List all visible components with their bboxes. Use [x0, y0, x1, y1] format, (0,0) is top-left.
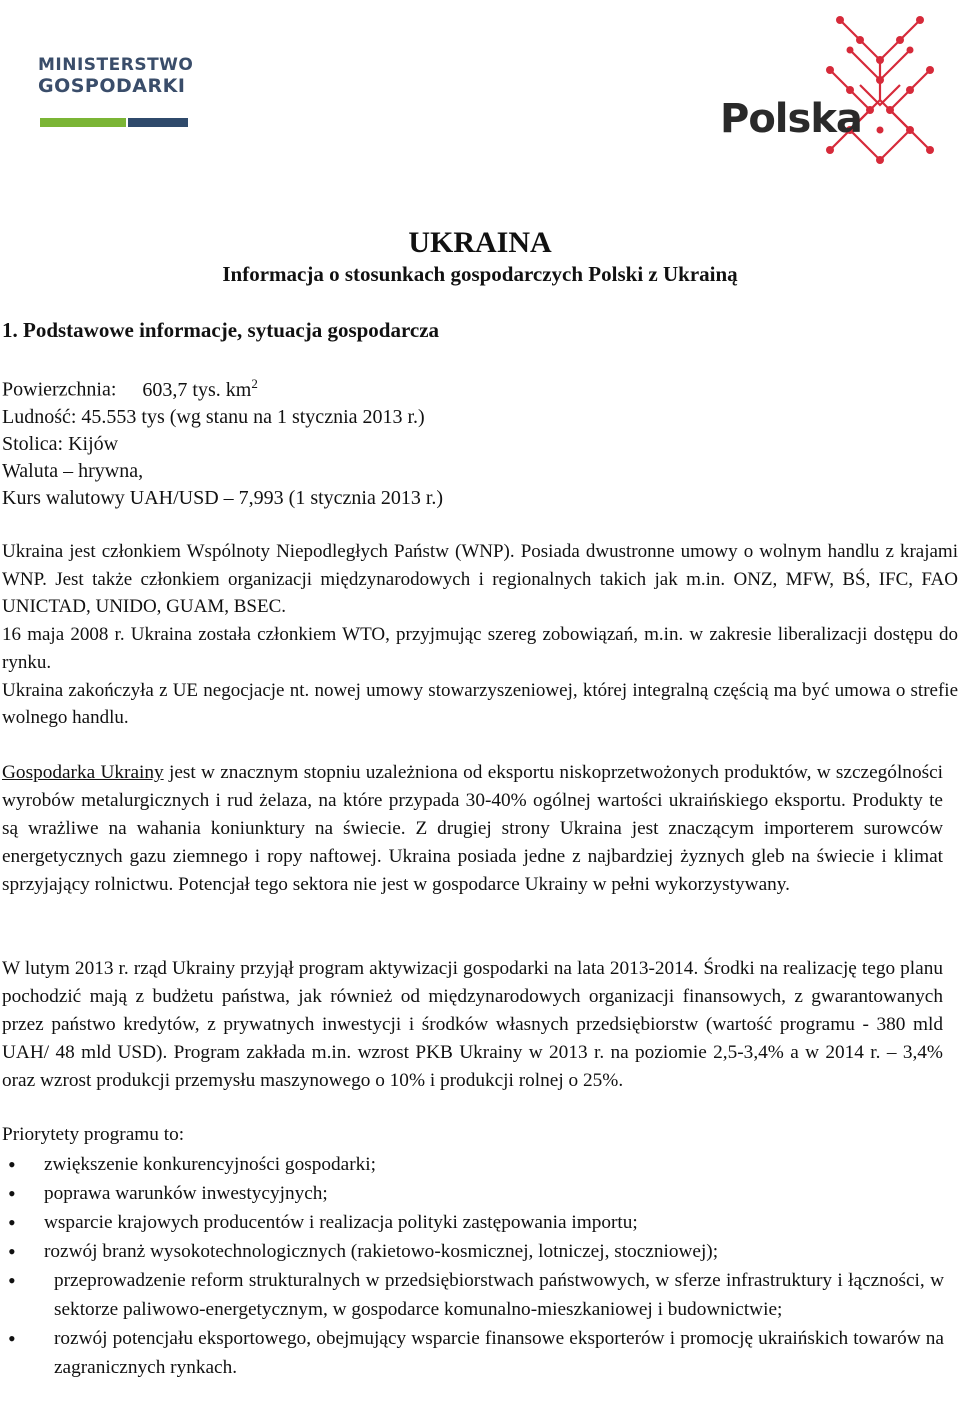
paragraph-economy: [2, 759, 943, 899]
fact-currency: Waluta – hrywna,: [2, 459, 144, 482]
fact-rate: Kurs walutowy UAH/USD – 7,993 (1 stycznia 2013 r.): [2, 486, 444, 509]
document-subtitle: Informacja o stosunkach gospodarczych Polski z Ukrainą: [222, 262, 738, 286]
paragraph-line: Ukraina jest członkiem Wspólnoty Niepodległych Państw (WNP). Posiada dwustronne umowy o wolnym handlu z krajami WNP. Jest także członkiem organizacji międzynarodowych i regionalnych takich jak m.in. ONZ, MFW, BŚ, IFC, FAO UNICTAD, UNIDO, GUAM, BSEC.: [2, 541, 958, 618]
polska-logo: [720, 10, 952, 180]
list-item: • poprawa warunków inwestycyjnych;: [0, 1179, 944, 1208]
list-item: • przeprowadzenie reform strukturalnych w przedsiębiorstwach państwowych, w sferze infrastruktury i łączności, w sektorze paliwowo-energetycznym, w gospodarce komunalno-mieszkaniowej i budownictwie;: [0, 1266, 944, 1324]
paragraph-line: Ukraina zakończyła z UE negocjacje nt. nowej umowy stowarzyszeniowej, której integralną częścią ma być umowa o strefie wolnego handlu.: [2, 679, 958, 729]
ministry-logo-bar: [40, 118, 190, 127]
ministry-logo-line2: GOSPODARKI: [38, 75, 186, 97]
polska-star-icon: [820, 10, 950, 170]
priorities-list: [0, 1150, 944, 1382]
paragraph-program: W lutym 2013 r. rząd Ukrainy przyjął program aktywizacji gospodarki na lata 2013-2014. Środki na realizację tego planu pochodzić mają z budżetu państwa, jak również od międzynarodowych organizacji finansowych, z gwarantowanych przez państwo kredytów, z prywatnych inwestycji i środków własnych przedsiębiorstw (wartość programu - 380 mld UAH/ 48 mld USD). Program zakłada m.in. wzrost PKB Ukrainy w 2013 r. na poziomie 2,5-3,4% a w 2014 r. – 3,4% oraz wzrost produkcji przemysłu maszynowego o 10% i produkcji rolnej o 25%.: [2, 958, 943, 1091]
section-heading: 1. Podstawowe informacje, sytuacja gospodarcza: [2, 318, 440, 342]
paragraph-membership: [2, 538, 958, 732]
paragraph-economy-heading: Gospodarka Ukrainy: [2, 762, 164, 783]
ministry-logo: [38, 56, 198, 136]
fact-area-sup: 2: [251, 376, 258, 391]
document-title: UKRAINA: [408, 226, 552, 259]
fact-area: [2, 370, 942, 404]
paragraph-economy-body: jest w znacznym stopniu uzależniona od eksportu niskoprzetwożonych produktów, w szczególności wyrobów metalurgicznych i rud żelaza, na które przypada 30-40% ogólnej wartości ukraińskiego eksportu. Produkty te są wrażliwe na wahania koniunktury na świecie. Z drugiej strony Ukraina jest znaczącym importerem surowców energetycznych gazu ziemnego i ropy naftowej. Ukraina posiada jedne z najbardziej żyznych gleb na świecie i klimat sprzyjający rolnictwu. Potencjał tego sektora nie jest w gospodarce Ukrainy w pełni wykorzystywany.: [2, 762, 944, 895]
fact-population: Ludność: 45.553 tys (wg stanu na 1 stycznia 2013 r.): [2, 405, 425, 428]
fact-area-label: Powierzchnia:: [2, 378, 117, 401]
facts-list: [2, 370, 942, 512]
ministry-logo-line1: MINISTERSTWO: [38, 55, 194, 75]
list-item: • rozwój branż wysokotechnologicznych (rakietowo-kosmicznej, lotniczej, stoczniowej);: [0, 1237, 944, 1266]
list-item: • wsparcie krajowych producentów i realizacja polityki zastępowania importu;: [0, 1208, 944, 1237]
paragraph-line: 16 maja 2008 r. Ukraina została członkiem WTO, przyjmując szereg zobowiązań, m.in. w zakresie liberalizacji dostępu do rynku.: [2, 624, 958, 673]
fact-area-value: 603,7 tys. km: [142, 378, 252, 401]
priorities-label: Priorytety programu to:: [2, 1124, 185, 1145]
list-item: • rozwój potencjału eksportowego, obejmujący wsparcie finansowe eksporterów i promocję ukraińskich towarów na zagranicznych rynkach.: [0, 1324, 944, 1382]
list-item: • zwiększenie konkurencyjności gospodarki;: [0, 1150, 944, 1179]
polska-logo-word: Polska: [720, 96, 862, 142]
fact-capital: Stolica: Kijów: [2, 432, 119, 455]
